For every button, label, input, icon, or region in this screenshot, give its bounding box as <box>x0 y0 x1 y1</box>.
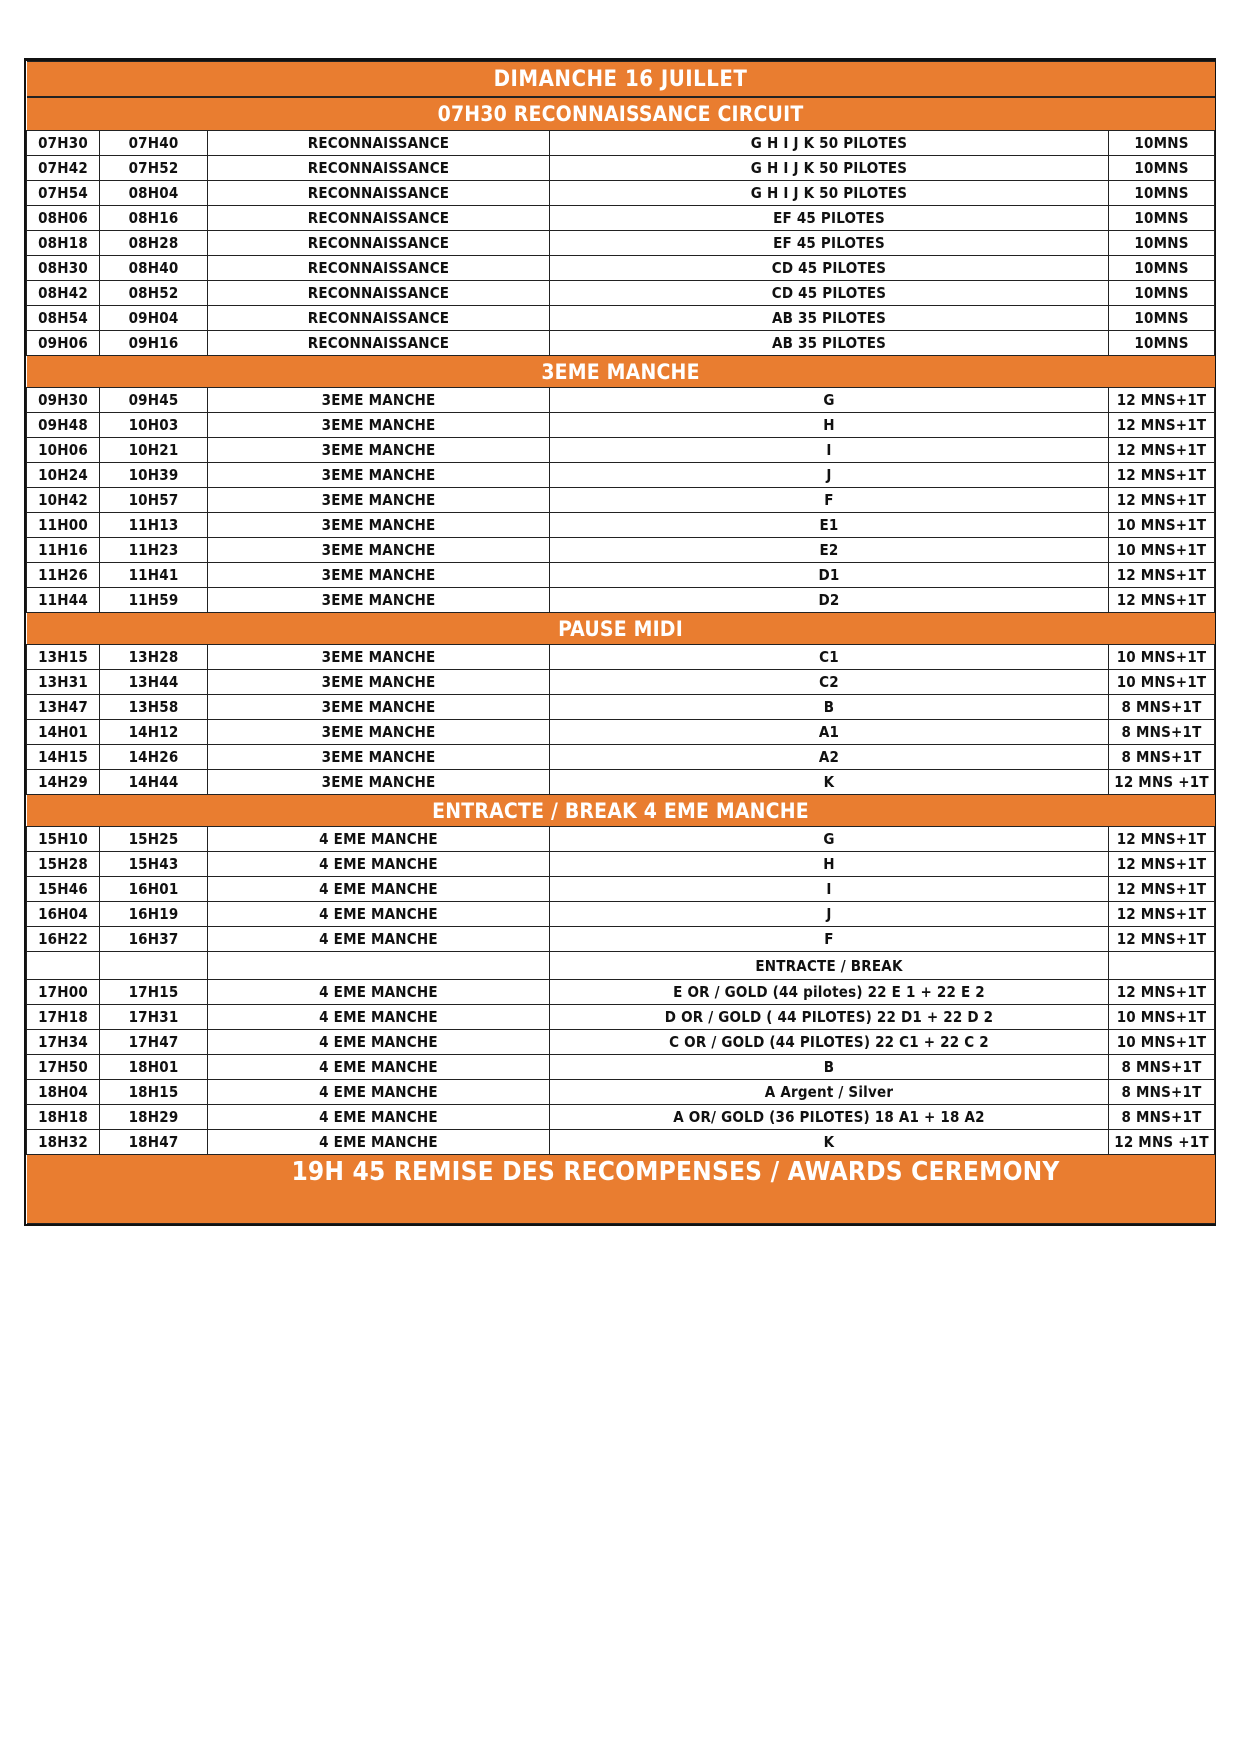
group-cell: F <box>550 927 1109 952</box>
duration-cell: 12 MNS+1T <box>1109 563 1215 588</box>
table-row <box>27 413 1215 438</box>
table-row <box>27 513 1215 538</box>
activity-cell: 3EME MANCHE <box>208 770 550 795</box>
start-time-cell: 09H48 <box>27 413 100 438</box>
group-cell: D OR / GOLD ( 44 PILOTES) 22 D1 + 22 D 2 <box>550 1005 1109 1030</box>
activity-cell: 4 EME MANCHE <box>208 1105 550 1130</box>
group-cell: A Argent / Silver <box>550 1080 1109 1105</box>
activity-cell: 3EME MANCHE <box>208 670 550 695</box>
table-row <box>27 827 1215 852</box>
section-band: PAUSE MIDI <box>27 613 1215 645</box>
activity-cell: 3EME MANCHE <box>208 745 550 770</box>
start-time-cell: 11H44 <box>27 588 100 613</box>
section-band-row <box>27 795 1215 827</box>
end-time-cell: 10H57 <box>100 488 208 513</box>
table-row <box>27 645 1215 670</box>
table-row <box>27 281 1215 306</box>
group-cell: C OR / GOLD (44 PILOTES) 22 C1 + 22 C 2 <box>550 1030 1109 1055</box>
activity-cell: 4 EME MANCHE <box>208 902 550 927</box>
group-cell: I <box>550 438 1109 463</box>
duration-cell: 12 MNS+1T <box>1109 488 1215 513</box>
group-cell: H <box>550 413 1109 438</box>
group-cell: K <box>550 1130 1109 1155</box>
section-band: 3EME MANCHE <box>27 356 1215 388</box>
start-time-cell: 10H24 <box>27 463 100 488</box>
activity-cell: 3EME MANCHE <box>208 720 550 745</box>
duration-cell: 10 MNS+1T <box>1109 1005 1215 1030</box>
activity-cell: 3EME MANCHE <box>208 513 550 538</box>
end-time-cell: 10H39 <box>100 463 208 488</box>
duration-cell: 10MNS <box>1109 131 1215 156</box>
table-row <box>27 231 1215 256</box>
duration-cell: 12 MNS+1T <box>1109 463 1215 488</box>
group-cell: C1 <box>550 645 1109 670</box>
start-time-cell: 18H04 <box>27 1080 100 1105</box>
end-time-cell: 07H52 <box>100 156 208 181</box>
duration-cell: 10 MNS+1T <box>1109 670 1215 695</box>
start-time-cell: 15H10 <box>27 827 100 852</box>
group-cell: A1 <box>550 720 1109 745</box>
start-time-cell: 13H47 <box>27 695 100 720</box>
end-time-cell: 08H52 <box>100 281 208 306</box>
end-time-cell: 11H23 <box>100 538 208 563</box>
duration-cell: 8 MNS+1T <box>1109 720 1215 745</box>
end-time-cell: 15H25 <box>100 827 208 852</box>
table-row <box>27 852 1215 877</box>
table-row <box>27 463 1215 488</box>
duration-cell: 10MNS <box>1109 231 1215 256</box>
table-row <box>27 1055 1215 1080</box>
start-time-cell: 13H15 <box>27 645 100 670</box>
group-cell: G H I J K 50 PILOTES <box>550 181 1109 206</box>
day-title: DIMANCHE 16 JUILLET <box>27 62 1215 98</box>
table-row <box>27 306 1215 331</box>
group-cell: B <box>550 1055 1109 1080</box>
activity-cell: RECONNAISSANCE <box>208 231 550 256</box>
section-band: 07H30 RECONNAISSANCE CIRCUIT <box>27 97 1215 131</box>
group-cell: H <box>550 852 1109 877</box>
duration-cell: 12 MNS+1T <box>1109 877 1215 902</box>
duration-cell: 12 MNS+1T <box>1109 413 1215 438</box>
end-time-cell: 14H26 <box>100 745 208 770</box>
start-time-cell: 15H28 <box>27 852 100 877</box>
group-cell: D2 <box>550 588 1109 613</box>
group-cell: E OR / GOLD (44 pilotes) 22 E 1 + 22 E 2 <box>550 980 1109 1005</box>
end-time-cell: 11H59 <box>100 588 208 613</box>
end-time-cell: 18H15 <box>100 1080 208 1105</box>
activity-cell: 3EME MANCHE <box>208 488 550 513</box>
duration-cell: 8 MNS+1T <box>1109 1105 1215 1130</box>
duration-cell: 8 MNS+1T <box>1109 1055 1215 1080</box>
group-cell: D1 <box>550 563 1109 588</box>
duration-cell: 12 MNS+1T <box>1109 980 1215 1005</box>
group-cell: EF 45 PILOTES <box>550 231 1109 256</box>
end-time-cell: 10H03 <box>100 413 208 438</box>
table-row <box>27 720 1215 745</box>
table-row <box>27 1030 1215 1055</box>
table-row <box>27 695 1215 720</box>
activity-cell: 4 EME MANCHE <box>208 827 550 852</box>
duration-cell: 10MNS <box>1109 256 1215 281</box>
end-time-cell: 15H43 <box>100 852 208 877</box>
section-band-row <box>27 613 1215 645</box>
activity-cell: RECONNAISSANCE <box>208 256 550 281</box>
table-row <box>27 538 1215 563</box>
group-cell: E1 <box>550 513 1109 538</box>
group-cell: A2 <box>550 745 1109 770</box>
group-cell: CD 45 PILOTES <box>550 281 1109 306</box>
section-band-row <box>27 97 1215 131</box>
start-time-cell: 16H04 <box>27 902 100 927</box>
group-cell: E2 <box>550 538 1109 563</box>
activity-cell: 3EME MANCHE <box>208 413 550 438</box>
group-cell: CD 45 PILOTES <box>550 256 1109 281</box>
group-cell: K <box>550 770 1109 795</box>
table-row <box>27 745 1215 770</box>
start-time-cell: 16H22 <box>27 927 100 952</box>
activity-cell: 4 EME MANCHE <box>208 927 550 952</box>
end-time-cell: 17H15 <box>100 980 208 1005</box>
start-time-cell: 17H50 <box>27 1055 100 1080</box>
end-time-cell: 11H41 <box>100 563 208 588</box>
table-row <box>27 181 1215 206</box>
activity-cell: 4 EME MANCHE <box>208 1030 550 1055</box>
activity-cell: 3EME MANCHE <box>208 388 550 413</box>
start-time-cell: 07H30 <box>27 131 100 156</box>
start-time-cell: 11H00 <box>27 513 100 538</box>
start-time-cell: 14H15 <box>27 745 100 770</box>
end-time-cell: 10H21 <box>100 438 208 463</box>
table-row <box>27 588 1215 613</box>
end-time-cell: 07H40 <box>100 131 208 156</box>
table-row <box>27 1130 1215 1155</box>
end-time-cell <box>100 952 208 980</box>
table-row <box>27 206 1215 231</box>
activity-cell: RECONNAISSANCE <box>208 156 550 181</box>
end-time-cell: 09H16 <box>100 331 208 356</box>
duration-cell: 10 MNS+1T <box>1109 538 1215 563</box>
table-row <box>27 902 1215 927</box>
end-time-cell: 16H19 <box>100 902 208 927</box>
group-cell: G H I J K 50 PILOTES <box>550 131 1109 156</box>
end-time-cell: 08H04 <box>100 181 208 206</box>
end-time-cell: 18H01 <box>100 1055 208 1080</box>
group-cell: A OR/ GOLD (36 PILOTES) 18 A1 + 18 A2 <box>550 1105 1109 1130</box>
activity-cell: 4 EME MANCHE <box>208 1055 550 1080</box>
group-cell: G H I J K 50 PILOTES <box>550 156 1109 181</box>
group-cell: G <box>550 388 1109 413</box>
activity-cell <box>208 952 550 980</box>
activity-cell: 3EME MANCHE <box>208 645 550 670</box>
start-time-cell: 08H18 <box>27 231 100 256</box>
end-time-cell: 14H44 <box>100 770 208 795</box>
activity-cell: 3EME MANCHE <box>208 463 550 488</box>
group-cell: AB 35 PILOTES <box>550 306 1109 331</box>
break-row <box>27 952 1215 980</box>
table-row <box>27 1005 1215 1030</box>
end-time-cell: 08H28 <box>100 231 208 256</box>
start-time-cell <box>27 952 100 980</box>
activity-cell: RECONNAISSANCE <box>208 206 550 231</box>
duration-cell: 12 MNS+1T <box>1109 927 1215 952</box>
end-time-cell: 13H44 <box>100 670 208 695</box>
end-time-cell: 11H13 <box>100 513 208 538</box>
group-cell: EF 45 PILOTES <box>550 206 1109 231</box>
table-row <box>27 131 1215 156</box>
table-row <box>27 488 1215 513</box>
duration-cell <box>1109 952 1215 980</box>
end-time-cell: 13H28 <box>100 645 208 670</box>
table-row <box>27 770 1215 795</box>
start-time-cell: 11H26 <box>27 563 100 588</box>
start-time-cell: 08H30 <box>27 256 100 281</box>
end-time-cell: 16H37 <box>100 927 208 952</box>
start-time-cell: 08H54 <box>27 306 100 331</box>
start-time-cell: 13H31 <box>27 670 100 695</box>
group-cell: AB 35 PILOTES <box>550 331 1109 356</box>
table-row <box>27 256 1215 281</box>
end-time-cell: 09H04 <box>100 306 208 331</box>
duration-cell: 10 MNS+1T <box>1109 645 1215 670</box>
start-time-cell: 15H46 <box>27 877 100 902</box>
group-cell: C2 <box>550 670 1109 695</box>
duration-cell: 12 MNS+1T <box>1109 438 1215 463</box>
duration-cell: 8 MNS+1T <box>1109 695 1215 720</box>
schedule-table <box>26 61 1215 1224</box>
end-time-cell: 14H12 <box>100 720 208 745</box>
duration-cell: 8 MNS+1T <box>1109 745 1215 770</box>
activity-cell: 3EME MANCHE <box>208 588 550 613</box>
table-row <box>27 438 1215 463</box>
section-band-row <box>27 356 1215 388</box>
duration-cell: 8 MNS+1T <box>1109 1080 1215 1105</box>
duration-cell: 10MNS <box>1109 181 1215 206</box>
start-time-cell: 08H42 <box>27 281 100 306</box>
group-cell: J <box>550 902 1109 927</box>
duration-cell: 10MNS <box>1109 156 1215 181</box>
table-row <box>27 980 1215 1005</box>
start-time-cell: 07H54 <box>27 181 100 206</box>
end-time-cell: 18H47 <box>100 1130 208 1155</box>
end-time-cell: 08H16 <box>100 206 208 231</box>
end-time-cell: 16H01 <box>100 877 208 902</box>
group-cell: G <box>550 827 1109 852</box>
duration-cell: 10 MNS+1T <box>1109 1030 1215 1055</box>
duration-cell: 12 MNS+1T <box>1109 827 1215 852</box>
duration-cell: 10MNS <box>1109 206 1215 231</box>
schedule-sheet <box>24 58 1216 1226</box>
activity-cell: 3EME MANCHE <box>208 695 550 720</box>
duration-cell: 12 MNS +1T <box>1109 1130 1215 1155</box>
table-row <box>27 1080 1215 1105</box>
start-time-cell: 17H00 <box>27 980 100 1005</box>
group-cell: B <box>550 695 1109 720</box>
table-row <box>27 156 1215 181</box>
duration-cell: 10MNS <box>1109 306 1215 331</box>
activity-cell: 3EME MANCHE <box>208 538 550 563</box>
table-row <box>27 331 1215 356</box>
activity-cell: 4 EME MANCHE <box>208 1080 550 1105</box>
duration-cell: 12 MNS+1T <box>1109 852 1215 877</box>
activity-cell: RECONNAISSANCE <box>208 181 550 206</box>
end-time-cell: 17H31 <box>100 1005 208 1030</box>
activity-cell: RECONNAISSANCE <box>208 331 550 356</box>
duration-cell: 12 MNS+1T <box>1109 388 1215 413</box>
table-row <box>27 388 1215 413</box>
table-row <box>27 563 1215 588</box>
day-title-row <box>27 62 1215 98</box>
table-row <box>27 877 1215 902</box>
activity-cell: 4 EME MANCHE <box>208 1005 550 1030</box>
end-time-cell: 18H29 <box>100 1105 208 1130</box>
table-row <box>27 1105 1215 1130</box>
end-time-cell: 17H47 <box>100 1030 208 1055</box>
duration-cell: 12 MNS+1T <box>1109 902 1215 927</box>
activity-cell: 4 EME MANCHE <box>208 852 550 877</box>
start-time-cell: 09H30 <box>27 388 100 413</box>
activity-cell: 3EME MANCHE <box>208 438 550 463</box>
activity-cell: 4 EME MANCHE <box>208 980 550 1005</box>
activity-cell: RECONNAISSANCE <box>208 131 550 156</box>
awards-ceremony-banner: 19H 45 REMISE DES RECOMPENSES / AWARDS CEREMONY <box>27 1155 1215 1224</box>
start-time-cell: 17H18 <box>27 1005 100 1030</box>
section-band: ENTRACTE / BREAK 4 EME MANCHE <box>27 795 1215 827</box>
start-time-cell: 14H29 <box>27 770 100 795</box>
end-time-cell: 13H58 <box>100 695 208 720</box>
group-cell: J <box>550 463 1109 488</box>
start-time-cell: 14H01 <box>27 720 100 745</box>
duration-cell: 12 MNS+1T <box>1109 588 1215 613</box>
activity-cell: RECONNAISSANCE <box>208 306 550 331</box>
group-cell: F <box>550 488 1109 513</box>
activity-cell: 4 EME MANCHE <box>208 1130 550 1155</box>
duration-cell: 10MNS <box>1109 331 1215 356</box>
start-time-cell: 08H06 <box>27 206 100 231</box>
end-time-cell: 08H40 <box>100 256 208 281</box>
activity-cell: 3EME MANCHE <box>208 563 550 588</box>
group-cell: ENTRACTE / BREAK <box>550 952 1109 980</box>
duration-cell: 12 MNS +1T <box>1109 770 1215 795</box>
awards-row <box>27 1155 1215 1224</box>
start-time-cell: 07H42 <box>27 156 100 181</box>
table-row <box>27 927 1215 952</box>
start-time-cell: 17H34 <box>27 1030 100 1055</box>
start-time-cell: 10H06 <box>27 438 100 463</box>
activity-cell: RECONNAISSANCE <box>208 281 550 306</box>
start-time-cell: 11H16 <box>27 538 100 563</box>
start-time-cell: 10H42 <box>27 488 100 513</box>
start-time-cell: 18H18 <box>27 1105 100 1130</box>
start-time-cell: 18H32 <box>27 1130 100 1155</box>
duration-cell: 10MNS <box>1109 281 1215 306</box>
table-row <box>27 670 1215 695</box>
start-time-cell: 09H06 <box>27 331 100 356</box>
end-time-cell: 09H45 <box>100 388 208 413</box>
duration-cell: 10 MNS+1T <box>1109 513 1215 538</box>
group-cell: I <box>550 877 1109 902</box>
activity-cell: 4 EME MANCHE <box>208 877 550 902</box>
